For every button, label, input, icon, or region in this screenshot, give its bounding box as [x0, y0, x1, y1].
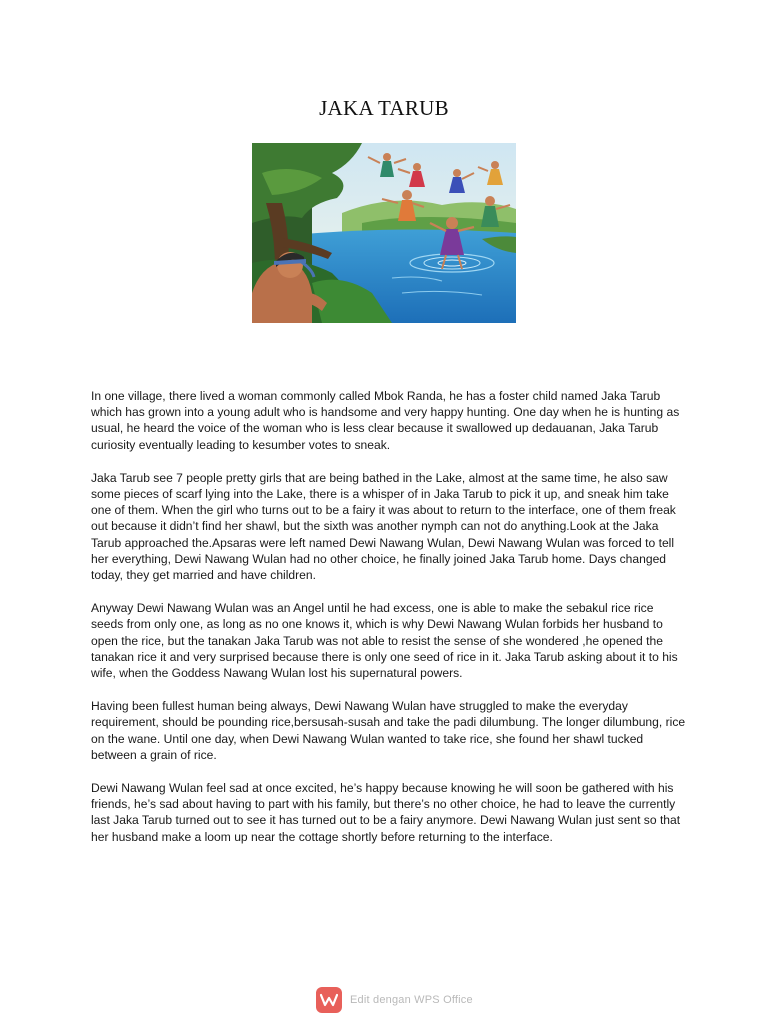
wps-office-logo-icon: [316, 987, 342, 1013]
fairies-bathing-lake-illustration: [252, 143, 516, 323]
paragraph-3: Anyway Dewi Nawang Wulan was an Angel until he had excess, one is able to make the sebakul rice rice seeds from only one, as long as no one knows it, which is why Dewi Nawang Wulan forbids her husband to open the rice, but the tanakan Jaka Tarub was not able to resist the sense of she wondered ,he opened the tanakan rice it and very surprised because there is only one seed of rice in it. Jaka Tarub asking about it to his wife, when the Goddess Nawang Wulan lost his supernatural powers.: [91, 601, 678, 681]
paragraph-2: Jaka Tarub see 7 people pretty girls that are being bathed in the Lake, almost at the same time, he also saw some pieces of scarf lying into the Lake, there is a whisper of in Jaka Tarub to pick it up, and sneak him take one of them. When the girl who turns out to be a fairy it was about to return to the interface, one of them freak out because it didn’t find her shawl, but the sixth was another nymph can not do anything.Look at the Jaka Tarub approached the.Apsaras were left named Dewi Nawang Wulan, Dewi Nawang Wulan was forced to tell her everything, Dewi Nawang Wulan had no other choice, he finally joined Jaka Tarub home. Days changed today, they get married and have children.: [91, 470, 676, 583]
paragraph-1: In one village, there lived a woman commonly called Mbok Randa, he has a foster child named Jaka Tarub which has grown into a young adult who is handsome and very happy hunting. One day when he is hunting as usual, he heard the voice of the woman who is less clear because it swallowed up dedauanan, Jaka Tarub curiosity eventually leading to kesumber votes to sneak.: [91, 389, 680, 452]
story-body: [91, 388, 687, 862]
wps-edit-label[interactable]: Edit dengan WPS Office: [350, 994, 473, 1006]
page-title: JAKA TARUB: [319, 96, 449, 120]
wps-edit-badge[interactable]: [316, 987, 473, 1013]
paragraph-4: Having been fullest human being always, Dewi Nawang Wulan have struggled to make the everyday requirement, should be pounding rice,bersusah-susah and take the padi dilumbung. The longer dilumbung, rice on the wane. Until one day, when Dewi Nawang Wulan wanted to take rice, she found her shawl tucked between a grain of rice.: [91, 699, 686, 762]
paragraph-5: Dewi Nawang Wulan feel sad at once excited, he’s happy because knowing he will soon be gathered with his friends, he’s sad about having to part with his family, but there’s no other choice, he had to leave the currently last Jaka Tarub turned out to see it has turned out to be a fairy anymore. Dewi Nawang Wulan just sent so that her husband make a loom up near the cottage shortly before returning to the interface.: [91, 781, 681, 844]
